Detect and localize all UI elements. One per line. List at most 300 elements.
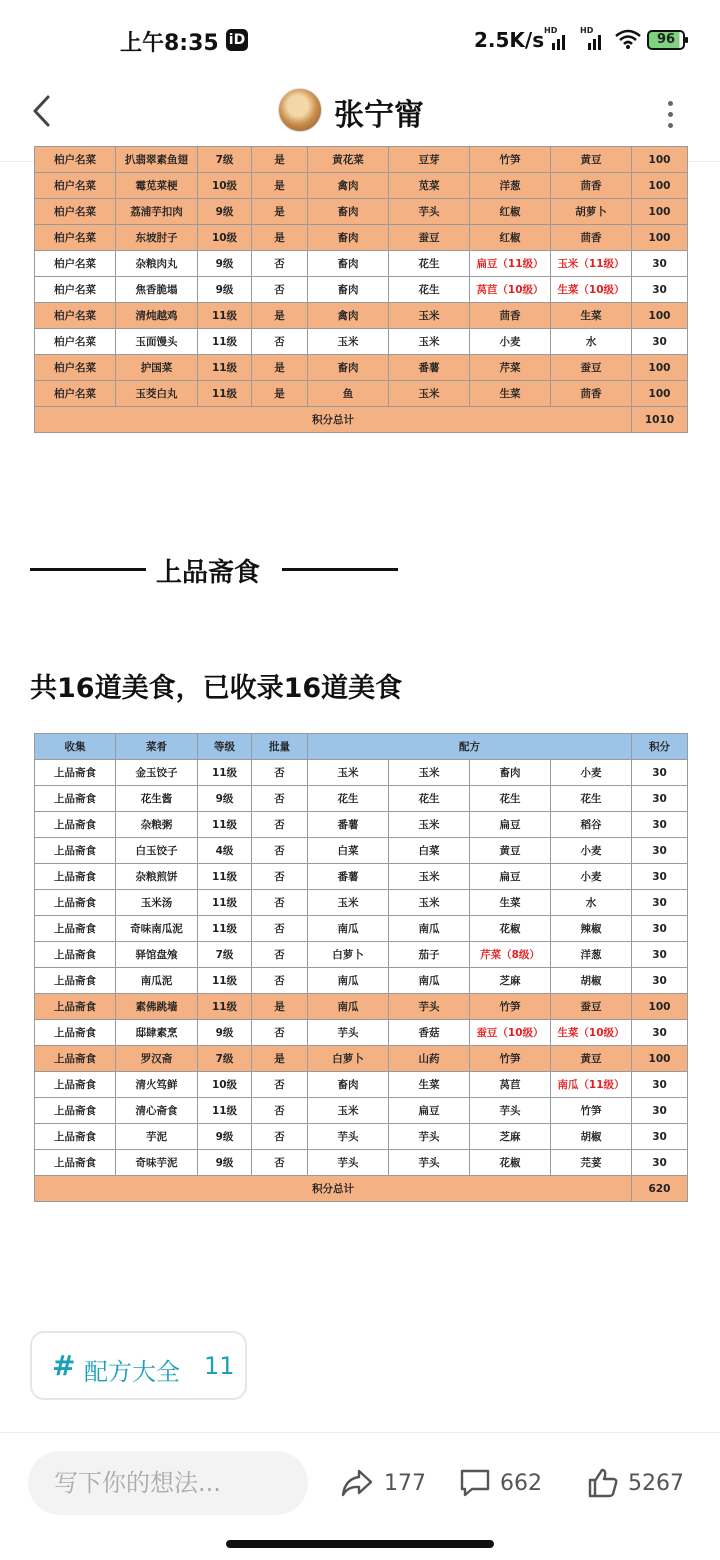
table-cell: 花椒	[470, 1150, 551, 1176]
table-cell: 芝麻	[470, 1124, 551, 1150]
table-cell: 30	[632, 251, 688, 277]
table-cell: 生菜	[470, 890, 551, 916]
table-cell: 玉米	[389, 864, 470, 890]
table-cell: 生菜	[470, 381, 551, 407]
table-row	[35, 355, 688, 381]
table-cell: 南瓜	[389, 916, 470, 942]
table-cell: 否	[252, 1150, 308, 1176]
table-cell: 30	[632, 916, 688, 942]
author-avatar[interactable]	[278, 88, 322, 132]
table-cell: 9级	[198, 251, 252, 277]
table-cell: 100	[632, 1046, 688, 1072]
table-cell: 生菜（10级）	[551, 277, 632, 303]
table-header-row	[35, 734, 688, 760]
table-cell: 玉米	[308, 1098, 389, 1124]
table-cell: 否	[252, 277, 308, 303]
table-cell: 100	[632, 225, 688, 251]
table-row	[35, 968, 688, 994]
author-name[interactable]: 张宁甯	[334, 98, 424, 133]
total-row	[35, 1176, 688, 1202]
table-row	[35, 381, 688, 407]
table-cell: 竹笋	[470, 1046, 551, 1072]
header-batch: 批量	[252, 734, 308, 760]
table-cell: 7级	[198, 942, 252, 968]
table-cell: 玉米	[389, 760, 470, 786]
hashtag-icon: #	[52, 1349, 76, 1382]
table-cell: 番薯	[389, 355, 470, 381]
table-cell: 柏户名菜	[35, 277, 116, 303]
table-row	[35, 890, 688, 916]
table-cell: 扁豆（11级）	[470, 251, 551, 277]
table-cell: 否	[252, 812, 308, 838]
table-row	[35, 760, 688, 786]
table-cell: 柏户名菜	[35, 199, 116, 225]
table-cell: 邸肆素烹	[116, 1020, 198, 1046]
table-cell: 茴香	[551, 173, 632, 199]
table-cell: 黄豆	[551, 147, 632, 173]
table-cell: 上品斋食	[35, 838, 116, 864]
table-cell: 玉米	[308, 760, 389, 786]
table-cell: 花椒	[470, 916, 551, 942]
table-cell: 南瓜	[308, 994, 389, 1020]
table-cell: 是	[252, 994, 308, 1020]
more-options-icon[interactable]	[664, 98, 676, 128]
table-cell: 玉米	[389, 303, 470, 329]
table-cell: 芋头	[389, 199, 470, 225]
collection-count-text: 共16道美食，已收录16道美食	[30, 673, 403, 704]
table-cell: 11级	[198, 1098, 252, 1124]
table-cell: 莴苣（10级）	[470, 277, 551, 303]
table-cell: 辣椒	[551, 916, 632, 942]
comment-button[interactable]	[458, 1467, 548, 1501]
table-cell: 否	[252, 916, 308, 942]
table-cell: 11级	[198, 329, 252, 355]
thumbs-up-icon	[586, 1467, 620, 1499]
table-cell: 焦香脆塌	[116, 277, 198, 303]
table-cell: 柏户名菜	[35, 303, 116, 329]
table-cell: 否	[252, 1124, 308, 1150]
table-cell: 上品斋食	[35, 1098, 116, 1124]
table-cell: 山药	[389, 1046, 470, 1072]
table-cell: 9级	[198, 199, 252, 225]
table-cell: 否	[252, 760, 308, 786]
table-cell: 上品斋食	[35, 812, 116, 838]
table-row	[35, 329, 688, 355]
section-title: 上品斋食	[156, 558, 261, 588]
table-cell: 玉米	[308, 890, 389, 916]
table-cell: 畜肉	[308, 225, 389, 251]
table-cell: 否	[252, 864, 308, 890]
table-cell: 芋头	[389, 1150, 470, 1176]
table-cell: 否	[252, 968, 308, 994]
table-cell: 是	[252, 303, 308, 329]
table-cell: 畜肉	[308, 199, 389, 225]
table-cell: 玉米（11级）	[551, 251, 632, 277]
heading-divider-left	[30, 568, 146, 571]
table-cell: 护国菜	[116, 355, 198, 381]
table-cell: 清火笃鲜	[116, 1072, 198, 1098]
table-cell: 柏户名菜	[35, 329, 116, 355]
header-dish: 菜肴	[116, 734, 198, 760]
table-cell: 茄子	[389, 942, 470, 968]
table-cell: 100	[632, 199, 688, 225]
table-cell: 9级	[198, 1020, 252, 1046]
table-cell: 100	[632, 303, 688, 329]
battery-icon: 96	[647, 30, 685, 50]
table-cell: 生菜	[389, 1072, 470, 1098]
table-cell: 否	[252, 1020, 308, 1046]
table-cell: 是	[252, 147, 308, 173]
table-cell: 花生	[551, 786, 632, 812]
table-cell: 7级	[198, 1046, 252, 1072]
table-cell: 蚕豆（10级）	[470, 1020, 551, 1046]
table-cell: 扁豆	[470, 864, 551, 890]
app-notification-icon: iD	[226, 29, 248, 51]
table-cell: 杂粮煎饼	[116, 864, 198, 890]
table-cell: 水	[551, 890, 632, 916]
share-button[interactable]	[340, 1467, 430, 1501]
table-cell: 30	[632, 1098, 688, 1124]
table-cell: 否	[252, 329, 308, 355]
table-cell: 黄豆	[551, 1046, 632, 1072]
table-cell: 上品斋食	[35, 942, 116, 968]
table-row	[35, 812, 688, 838]
table-cell: 蚕豆	[551, 994, 632, 1020]
table-cell: 柏户名菜	[35, 225, 116, 251]
table-cell: 上品斋食	[35, 1072, 116, 1098]
table-cell: 柏户名菜	[35, 355, 116, 381]
table-cell: 否	[252, 838, 308, 864]
table-cell: 上品斋食	[35, 1046, 116, 1072]
table-row	[35, 173, 688, 199]
table-cell: 南瓜	[308, 968, 389, 994]
section-heading	[30, 550, 400, 590]
network-speed: 2.5K/s	[474, 28, 545, 52]
table-cell: 清心斋食	[116, 1098, 198, 1124]
table-cell: 稻谷	[551, 812, 632, 838]
table-cell: 否	[252, 1072, 308, 1098]
topic-tag[interactable]	[30, 1331, 247, 1400]
topic-tag-label: 配方大全	[84, 1358, 180, 1386]
table-cell: 畜肉	[308, 251, 389, 277]
table-cell: 上品斋食	[35, 916, 116, 942]
table-cell: 红椒	[470, 225, 551, 251]
home-indicator[interactable]	[226, 1540, 494, 1548]
table-cell: 7级	[198, 147, 252, 173]
table-cell: 禽肉	[308, 173, 389, 199]
table-cell: 11级	[198, 760, 252, 786]
like-count: 5267	[628, 1471, 684, 1496]
table-cell: 竹笋	[470, 147, 551, 173]
table-cell: 100	[632, 381, 688, 407]
table-cell: 4级	[198, 838, 252, 864]
table-cell: 番薯	[308, 864, 389, 890]
comment-count: 662	[500, 1471, 542, 1496]
table-row	[35, 1150, 688, 1176]
table-cell: 11级	[198, 916, 252, 942]
table-cell: 茴香	[470, 303, 551, 329]
header-collect: 收集	[35, 734, 116, 760]
table-cell: 小麦	[470, 329, 551, 355]
recipe-table-2	[34, 733, 688, 1202]
table-cell: 扁豆	[470, 812, 551, 838]
table-cell: 30	[632, 1150, 688, 1176]
table-cell: 蚕豆	[389, 225, 470, 251]
table-cell: 杂粮肉丸	[116, 251, 198, 277]
table-cell: 柏户名菜	[35, 147, 116, 173]
table-cell: 南瓜	[389, 968, 470, 994]
header-level: 等级	[198, 734, 252, 760]
table-cell: 11级	[198, 864, 252, 890]
table-cell: 罗汉斋	[116, 1046, 198, 1072]
status-time: 上午8:35	[120, 31, 219, 56]
table-cell: 素佛跳墙	[116, 994, 198, 1020]
table-cell: 玉米	[389, 381, 470, 407]
table-cell: 10级	[198, 1072, 252, 1098]
table-cell: 荔浦芋扣肉	[116, 199, 198, 225]
table-cell: 东坡肘子	[116, 225, 198, 251]
table-cell: 11级	[198, 812, 252, 838]
total-row	[35, 407, 688, 433]
table-cell: 杂粮粥	[116, 812, 198, 838]
table-cell: 是	[252, 381, 308, 407]
table-cell: 是	[252, 199, 308, 225]
table-row	[35, 251, 688, 277]
table-cell: 100	[632, 994, 688, 1020]
table-row	[35, 1046, 688, 1072]
table-cell: 芫荽	[551, 1150, 632, 1176]
table-cell: 扒翡翠素鱼翅	[116, 147, 198, 173]
table-cell: 红椒	[470, 199, 551, 225]
signal-hd-badge: HD	[580, 26, 594, 35]
total-value: 620	[632, 1176, 688, 1202]
table-cell: 30	[632, 1072, 688, 1098]
table-row	[35, 199, 688, 225]
table-cell: 胡萝卜	[551, 199, 632, 225]
comment-input[interactable]	[28, 1451, 308, 1515]
table-cell: 小麦	[551, 760, 632, 786]
table-cell: 是	[252, 225, 308, 251]
table-cell: 茴香	[551, 225, 632, 251]
table-row	[35, 1020, 688, 1046]
table-cell: 莴苣	[470, 1072, 551, 1098]
table-cell: 否	[252, 251, 308, 277]
table-cell: 否	[252, 942, 308, 968]
table-cell: 花生酱	[116, 786, 198, 812]
table-row	[35, 225, 688, 251]
table-cell: 是	[252, 355, 308, 381]
table-cell: 芋头	[389, 994, 470, 1020]
table-cell: 霉苋菜梗	[116, 173, 198, 199]
table-cell: 柏户名菜	[35, 251, 116, 277]
table-cell: 30	[632, 942, 688, 968]
table-cell: 花生	[308, 786, 389, 812]
table-row	[35, 864, 688, 890]
table-cell: 黄花菜	[308, 147, 389, 173]
table-cell: 上品斋食	[35, 994, 116, 1020]
table-cell: 小麦	[551, 864, 632, 890]
table-cell: 否	[252, 786, 308, 812]
table-cell: 玉面馒头	[116, 329, 198, 355]
table-cell: 南瓜泥	[116, 968, 198, 994]
table-cell: 白菜	[308, 838, 389, 864]
table-cell: 胡椒	[551, 968, 632, 994]
back-arrow-icon[interactable]	[28, 94, 58, 128]
signal-icon	[580, 26, 604, 50]
table-cell: 10级	[198, 173, 252, 199]
recipe-table-1	[34, 146, 688, 433]
like-button[interactable]	[586, 1467, 696, 1501]
heading-divider-right	[282, 568, 398, 571]
table-row	[35, 994, 688, 1020]
table-cell: 小麦	[551, 838, 632, 864]
table-cell: 奇味南瓜泥	[116, 916, 198, 942]
table-cell: 100	[632, 173, 688, 199]
table-cell: 11级	[198, 381, 252, 407]
table-cell: 茴香	[551, 381, 632, 407]
table-cell: 上品斋食	[35, 1020, 116, 1046]
table-cell: 白菜	[389, 838, 470, 864]
table-row	[35, 838, 688, 864]
table-cell: 禽肉	[308, 303, 389, 329]
table-cell: 白玉饺子	[116, 838, 198, 864]
table-cell: 番薯	[308, 812, 389, 838]
table-cell: 30	[632, 277, 688, 303]
bottom-action-bar	[0, 1432, 720, 1532]
table-cell: 11级	[198, 994, 252, 1020]
table-cell: 玉米	[389, 812, 470, 838]
table-cell: 否	[252, 890, 308, 916]
table-row	[35, 942, 688, 968]
table-cell: 30	[632, 838, 688, 864]
table-cell: 是	[252, 1046, 308, 1072]
table-cell: 上品斋食	[35, 1150, 116, 1176]
table-cell: 奇味芋泥	[116, 1150, 198, 1176]
share-count: 177	[384, 1471, 426, 1496]
table-cell: 水	[551, 329, 632, 355]
table-cell: 11级	[198, 968, 252, 994]
table-cell: 南瓜（11级）	[551, 1072, 632, 1098]
total-value: 1010	[632, 407, 688, 433]
table-cell: 10级	[198, 225, 252, 251]
table-cell: 洋葱	[551, 942, 632, 968]
table-cell: 竹笋	[551, 1098, 632, 1124]
table-row	[35, 916, 688, 942]
table-cell: 白萝卜	[308, 942, 389, 968]
table-cell: 畜肉	[308, 355, 389, 381]
table-cell: 11级	[198, 890, 252, 916]
table-cell: 芹菜	[470, 355, 551, 381]
table-cell: 30	[632, 812, 688, 838]
table-cell: 30	[632, 968, 688, 994]
table-cell: 竹笋	[470, 994, 551, 1020]
table-cell: 生菜（10级）	[551, 1020, 632, 1046]
table-cell: 上品斋食	[35, 1124, 116, 1150]
table-cell: 花生	[389, 786, 470, 812]
table-cell: 芋头	[308, 1150, 389, 1176]
table-cell: 30	[632, 890, 688, 916]
table-cell: 胡椒	[551, 1124, 632, 1150]
table-cell: 花生	[389, 277, 470, 303]
table-cell: 蚕豆	[551, 355, 632, 381]
table-cell: 9级	[198, 786, 252, 812]
table-cell: 南瓜	[308, 916, 389, 942]
table-row	[35, 277, 688, 303]
table-cell: 鱼	[308, 381, 389, 407]
table-cell: 11级	[198, 303, 252, 329]
table-cell: 玉米	[389, 329, 470, 355]
table-cell: 11级	[198, 355, 252, 381]
wifi-icon	[614, 28, 642, 50]
table-cell: 30	[632, 329, 688, 355]
table-cell: 驿馆盘飧	[116, 942, 198, 968]
total-label: 积分总计	[35, 407, 632, 433]
table-cell: 芋头	[308, 1020, 389, 1046]
total-label: 积分总计	[35, 1176, 632, 1202]
table-cell: 100	[632, 355, 688, 381]
table-cell: 白萝卜	[308, 1046, 389, 1072]
table-row	[35, 1072, 688, 1098]
table-cell: 豆芽	[389, 147, 470, 173]
table-cell: 30	[632, 1124, 688, 1150]
share-icon	[340, 1467, 374, 1499]
table-cell: 上品斋食	[35, 890, 116, 916]
table-row	[35, 1124, 688, 1150]
topic-tag-count: 11	[204, 1352, 235, 1380]
table-cell: 上品斋食	[35, 760, 116, 786]
table-cell: 柏户名菜	[35, 173, 116, 199]
table-cell: 30	[632, 864, 688, 890]
table-cell: 30	[632, 786, 688, 812]
table-cell: 芋头	[389, 1124, 470, 1150]
header-recipe: 配方	[308, 734, 632, 760]
table-cell: 玉米	[308, 329, 389, 355]
table-cell: 100	[632, 147, 688, 173]
table-cell: 芋头	[470, 1098, 551, 1124]
table-cell: 芝麻	[470, 968, 551, 994]
table-cell: 上品斋食	[35, 968, 116, 994]
table-cell: 上品斋食	[35, 786, 116, 812]
header-points: 积分	[632, 734, 688, 760]
table-cell: 上品斋食	[35, 864, 116, 890]
table-cell: 芋头	[308, 1124, 389, 1150]
table-cell: 生菜	[551, 303, 632, 329]
table-cell: 花生	[389, 251, 470, 277]
table-cell: 柏户名菜	[35, 381, 116, 407]
table-cell: 苋菜	[389, 173, 470, 199]
table-cell: 否	[252, 1098, 308, 1124]
table-cell: 金玉饺子	[116, 760, 198, 786]
status-bar	[0, 0, 720, 80]
table-cell: 30	[632, 1020, 688, 1046]
table-cell: 玉米	[389, 890, 470, 916]
table-row	[35, 147, 688, 173]
table-cell: 是	[252, 173, 308, 199]
comment-icon	[458, 1467, 492, 1499]
table-cell: 9级	[198, 1124, 252, 1150]
table-cell: 玉米汤	[116, 890, 198, 916]
table-row	[35, 1098, 688, 1124]
table-cell: 畜肉	[470, 760, 551, 786]
signal-hd-badge: HD	[544, 26, 558, 35]
table-cell: 畜肉	[308, 277, 389, 303]
signal-icon	[544, 26, 568, 50]
table-cell: 畜肉	[308, 1072, 389, 1098]
table-cell: 芹菜（8级）	[470, 942, 551, 968]
table-cell: 30	[632, 760, 688, 786]
table-cell: 芋泥	[116, 1124, 198, 1150]
table-cell: 清炖越鸡	[116, 303, 198, 329]
